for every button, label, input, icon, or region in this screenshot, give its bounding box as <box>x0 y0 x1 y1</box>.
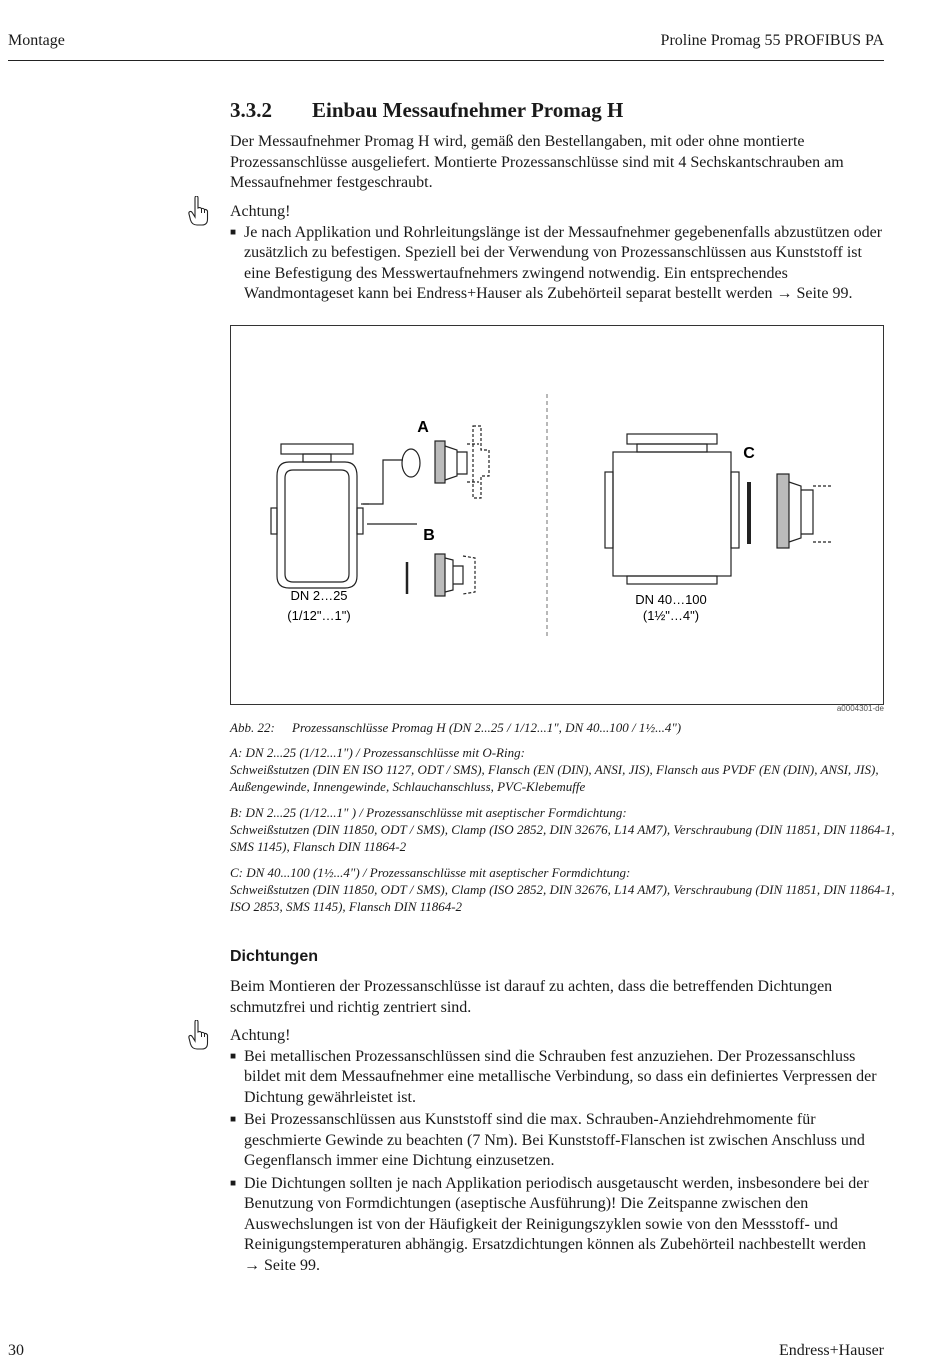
note-2-title: Achtung! <box>230 1027 291 1044</box>
caption-label: Abb. 22: <box>230 720 275 735</box>
left-inch-label: (1/12"…1") <box>287 608 351 623</box>
sensor-large-drawing <box>605 434 739 584</box>
sensor-small-drawing <box>271 444 363 588</box>
connector-arrow-a <box>363 460 403 504</box>
caption-title: Prozessanschlüsse Promag H (DN 2...25 / 1/12...1", DN 40...100 / 1½...4") <box>292 720 682 735</box>
caption-a-head: A: DN 2...25 (1/12...1") / Prozessanschlüsse mit O-Ring: <box>230 745 525 760</box>
right-inch-label: (1½"…4") <box>642 608 700 623</box>
section-title: Einbau Messaufnehmer Promag H <box>312 98 624 122</box>
note-2 <box>230 1026 886 1278</box>
note-2-item: ■ Die Dichtungen sollten je nach Applikation periodisch ausgetauscht werden, insbesondere bei der Benutzung von Formdichtungen (aseptische Ausführung)! Die Zeitspanne zwischen den Auswechslungen ist von der Häufigkeit der Reinigungszyklen sowie von den Messstoff- und Reinigungstemperaturen abhängig. Ersatzdichtungen können als Zubehörteil nachbestellt werden → Seite 99. <box>230 1174 886 1277</box>
o-ring <box>402 449 420 477</box>
label-a: A <box>417 419 429 436</box>
figure-id: a0004301-de <box>836 704 884 713</box>
section-heading <box>230 98 623 123</box>
note-2-item: ■ Bei Prozessanschlüssen aus Kunststoff sind die max. Schrauben-Anziehdrehmomente für geschmierte Gewinde zu beachten (7 Nm). Bei Kunststoff-Flanschen ist zwischen Anschluss und Gegenflansch immer eine Dichtung einzusetzen. <box>230 1110 886 1172</box>
note-1 <box>230 202 886 307</box>
figure-frame <box>230 325 884 705</box>
caption-a <box>230 744 900 795</box>
caption-c <box>230 864 900 915</box>
caption-c-body: Schweißstutzen (DIN 11850, ODT / SMS), Clamp (ISO 2852, DIN 32676, L14 AM7), Verschraubung (DIN 11851, DIN 11864-1, ISO 2853, SMS 1145), Flansch DIN 11864-2 <box>230 882 895 914</box>
caption-a-body: Schweißstutzen (DIN EN ISO 1127, ODT / SMS), Flansch (EN (DIN), ANSI, JIS), Flansch aus PVDF (EN (DIN), ANSI, JIS), Außengewinde, Innengewinde, Schlauchanschluss, PVC-Klebemuffe <box>230 762 879 794</box>
label-b: B <box>423 527 435 544</box>
left-dn-label: DN 2…25 <box>290 588 348 603</box>
note-1-item: ■ Je nach Applikation und Rohrleitungslänge ist der Messaufnehmer gegebenenfalls abzustützen oder zusätzlich zu befestigen. Speziell bei der Verwendung von Prozessanschlüssen aus Kunststoff ist eine Befestigung des Messwertaufnehmers zwingend notwendig. Ein entsprechendes Wandmontageset kann bei Endress+Hauser als Zubehörteil separat bestellt werden → Seite 99. <box>230 223 886 305</box>
running-header-left: Montage <box>8 32 65 49</box>
caption-c-head: C: DN 40...100 (1½...4") / Prozessanschlüsse mit aseptischer Formdichtung: <box>230 865 631 880</box>
note-1-list <box>230 223 886 305</box>
intro-paragraph: Der Messaufnehmer Promag H wird, gemäß den Bestellangaben, mit oder ohne montierte Prozessanschlüsse ausgeliefert. Montierte Prozessanschlüsse sind mit 4 Sechskantschrauben am Messaufnehmer festgeschraubt. <box>230 133 844 191</box>
note-2-list <box>230 1047 886 1277</box>
caption-b-head: B: DN 2...25 (1/12...1" ) / Prozessanschlüsse mit aseptischer Formdichtung: <box>230 805 627 820</box>
note-1-title: Achtung! <box>230 203 291 220</box>
page-number: 30 <box>8 1342 24 1359</box>
right-dn-label: DN 40…100 <box>635 592 707 607</box>
section-number: 3.3.2 <box>230 98 272 122</box>
caption-b-body: Schweißstutzen (DIN 11850, ODT / SMS), Clamp (ISO 2852, DIN 32676, L14 AM7), Verschraubung (DIN 11851, DIN 11864-1, SMS 1145), Flansch DIN 11864-2 <box>230 822 895 854</box>
pointing-hand-icon <box>188 196 210 228</box>
caption-b <box>230 804 900 855</box>
pointing-hand-icon <box>188 1020 210 1052</box>
seals-heading: Dichtungen <box>230 948 318 965</box>
footer-brand: Endress+Hauser <box>779 1342 884 1359</box>
note-2-item: ■ Bei metallischen Prozessanschlüssen sind die Schrauben fest anzuziehen. Der Prozessanschluss bildet mit dem Messaufnehmer eine metallische Verbindung, so dass ein definiertes Verpressen der Dichtung gewährleistet ist. <box>230 1047 886 1109</box>
running-header-right: Proline Promag 55 PROFIBUS PA <box>660 32 884 49</box>
figure-illustration <box>231 326 883 704</box>
figure-caption <box>230 719 900 736</box>
label-c: C <box>743 445 755 462</box>
header-rule <box>8 60 884 61</box>
seals-paragraph: Beim Montieren der Prozessanschlüsse ist darauf zu achten, dass die betreffenden Dichtungen schmutzfrei und richtig zentriert sind. <box>230 978 833 1016</box>
